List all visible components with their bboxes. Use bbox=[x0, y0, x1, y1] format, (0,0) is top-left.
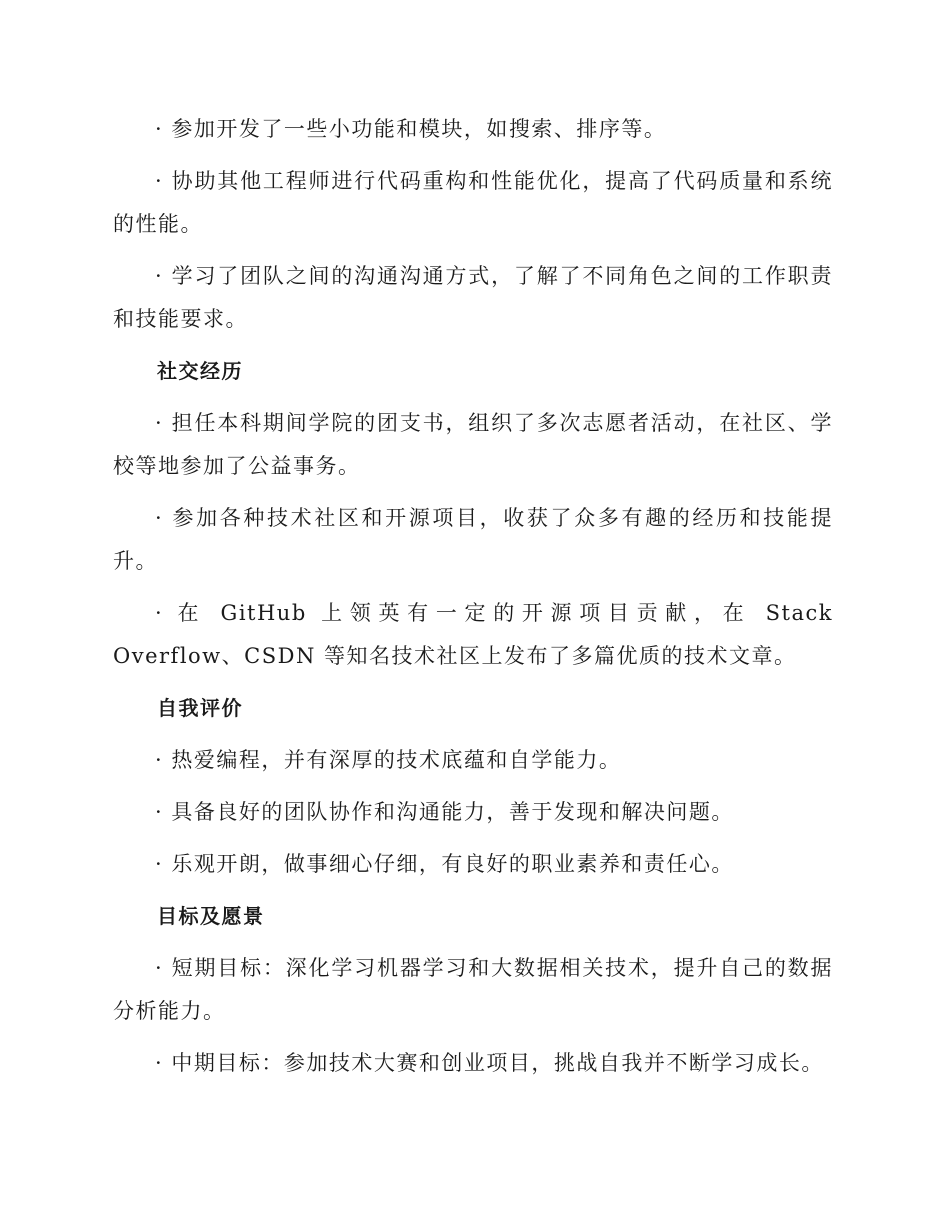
bullet-paragraph: · 参加各种技术社区和开源项目，收获了众多有趣的经历和技能提升。 bbox=[113, 506, 833, 573]
bullet-paragraph: · 参加开发了一些小功能和模块，如搜索、排序等。 bbox=[155, 117, 667, 141]
bullet-paragraph: · 中期目标：参加技术大赛和创业项目，挑战自我并不断学习成长。 bbox=[155, 1051, 824, 1075]
bullet-paragraph: · 具备良好的团队协作和沟通能力，善于发现和解决问题。 bbox=[155, 800, 734, 824]
bullet-paragraph: · 短期目标：深化学习机器学习和大数据相关技术，提升自己的数据分析能力。 bbox=[113, 956, 833, 1023]
section-heading-social: 社交经历 bbox=[157, 359, 243, 383]
bullet-paragraph: · 担任本科期间学院的团支书，组织了多次志愿者活动，在社区、学校等地参加了公益事务。 bbox=[113, 411, 833, 478]
bullet-paragraph: · 乐观开朗，做事细心仔细，有良好的职业素养和责任心。 bbox=[155, 852, 734, 876]
section-heading-goals: 目标及愿景 bbox=[157, 904, 265, 928]
bullet-paragraph: · 在 GitHub 上领英有一定的开源项目贡献，在 Stack Overflow、CSDN 等知名技术社区上发布了多篇优质的技术文章。 bbox=[113, 601, 833, 668]
document-page bbox=[113, 108, 833, 1094]
bullet-paragraph: · 热爱编程，并有深厚的技术底蕴和自学能力。 bbox=[155, 748, 622, 772]
bullet-paragraph: · 协助其他工程师进行代码重构和性能优化，提高了代码质量和系统的性能。 bbox=[113, 169, 833, 236]
bullet-paragraph: · 学习了团队之间的沟通沟通方式，了解了不同角色之间的工作职责和技能要求。 bbox=[113, 264, 833, 331]
section-heading-self-evaluation: 自我评价 bbox=[157, 696, 243, 720]
